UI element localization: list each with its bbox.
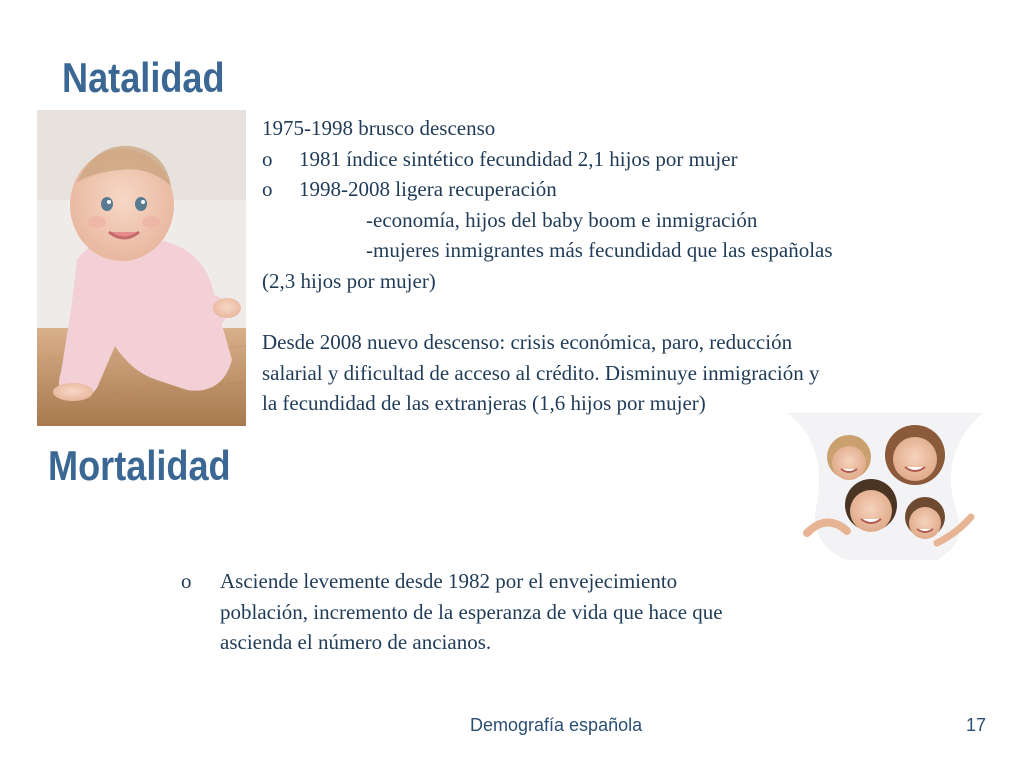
mortalidad-line: o Asciende levemente desde 1982 por el envejecimiento — [181, 566, 861, 597]
natalidad-bullet: o 1981 índice sintético fecundidad 2,1 hijos por mujer — [262, 144, 962, 175]
bullet-marker: o — [181, 569, 192, 593]
bullet-marker: o — [262, 177, 273, 202]
mortalidad-text — [181, 566, 861, 658]
natalidad-paragraph-line: la fecundidad de las extranjeras (1,6 hijos por mujer) — [262, 391, 706, 416]
natalidad-text — [262, 113, 962, 419]
natalidad-paragraph-line: Desde 2008 nuevo descenso: crisis económica, paro, reducción — [262, 330, 793, 355]
mortalidad-title: Mortalidad — [48, 442, 231, 489]
natalidad-continuation: (2,3 hijos por mujer) — [262, 268, 436, 293]
natalidad-bullet: o 1998-2008 ligera recuperación — [262, 174, 962, 205]
natalidad-sub-item: -mujeres inmigrantes más fecundidad que las españolas — [366, 238, 833, 263]
natalidad-paragraph-line: salarial y dificultad de acceso al crédito. Disminuye inmigración y — [262, 360, 820, 385]
page-number: 17 — [966, 715, 987, 735]
bullet-marker: o — [262, 146, 273, 171]
family-photo — [787, 413, 983, 560]
mortalidad-line: ascienda el número de ancianos. — [220, 630, 492, 655]
natalidad-title: Natalidad — [62, 54, 225, 101]
footer-text: Demografía española — [470, 715, 643, 735]
mortalidad-line: población, incremento de la esperanza de vida que hace que — [220, 599, 723, 624]
baby-photo — [37, 110, 246, 426]
natalidad-heading-line: 1975-1998 brusco descenso — [262, 116, 496, 140]
natalidad-sub-item: -economía, hijos del baby boom e inmigración — [366, 207, 758, 232]
